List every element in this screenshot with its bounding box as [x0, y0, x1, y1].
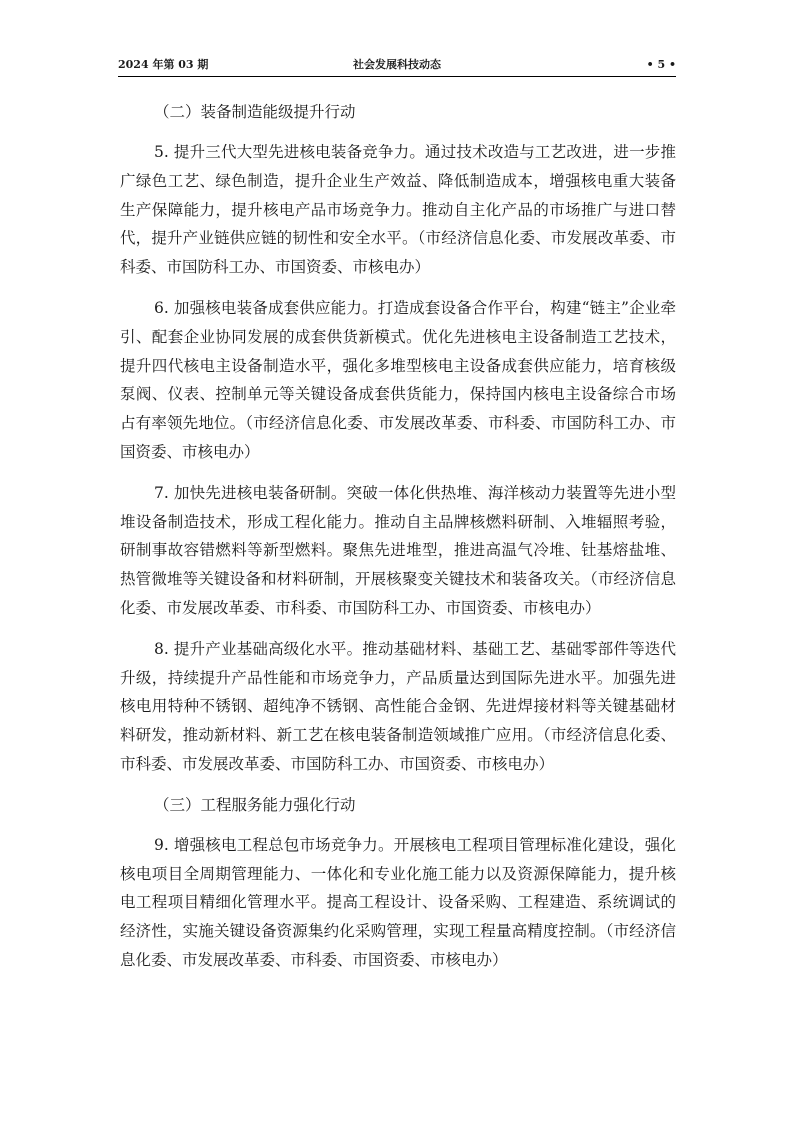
running-header [118, 56, 676, 74]
issue-label: 2024 年第 03 期 [118, 58, 209, 71]
body-content [120, 98, 676, 987]
page-number: • 5 • [646, 58, 676, 71]
section-heading: （三）工程服务能力强化行动 [154, 795, 356, 814]
paragraph-item-7: 7. 加快先进核电装备研制。突破一体化供热堆、海洋核动力装置等先进小型堆设备制造技术，形成工程化能力。推动自主品牌核燃料研制、入堆辐照考验，研制事故容错燃料等新型燃料。聚焦先进堆型，推进高温气冷堆、钍基熔盐堆、热管微堆等关键设备和材料研制，开展核聚变关键技术和装备攻关。（市经济信息化委、市发展改革委、市科委、市国防科工办、市国资委、市核电办） [120, 483, 676, 617]
paragraph-item-5: 5. 提升三代大型先进核电装备竞争力。通过技术改造与工艺改进，进一步推广绿色工艺、绿色制造，提升企业生产效益、降低制造成本，增强核电重大装备生产保障能力，提升核电产品市场竞争力。推动自主化产品的市场推广与进口替代，提升产业链供应链的韧性和安全水平。（市经济信息化委、市发展改革委、市科委、市国防科工办、市国资委、市核电办） [120, 143, 676, 277]
section-heading: （二）装备制造能级提升行动 [154, 103, 356, 121]
paragraph-item-9: 9. 增强核电工程总包市场竞争力。开展核电工程项目管理标准化建设，强化核电项目全周期管理能力、一体化和专业化施工能力以及资源保障能力，提升核电工程项目精细化管理水平。提高工程设计、设备采购、工程建造、系统调试的经济性，实施关键设备资源集约化采购管理，实现工程量高精度控制。（市经济信息化委、市发展改革委、市科委、市国资委、市核电办） [120, 835, 676, 969]
paragraph-item-6: 6. 加强核电装备成套供应能力。打造成套设备合作平台，构建“链主”企业牵引、配套企业协同发展的成套供货新模式。优化先进核电主设备制造工艺技术，提升四代核电主设备制造水平，强化多堆型核电主设备成套供应能力，培育核级泵阀、仪表、控制单元等关键设备成套供货能力，保持国内核电主设备综合市场占有率领先地位。（市经济信息化委、市发展改革委、市科委、市国防科工办、市国资委、市核电办） [120, 298, 676, 461]
header-divider [118, 76, 676, 77]
journal-title: 社会发展科技动态 [353, 58, 441, 71]
paragraph-item-8: 8. 提升产业基础高级化水平。推动基础材料、基础工艺、基础零部件等迭代升级，持续提升产品性能和市场竞争力，产品质量达到国际先进水平。加强先进核电用特种不锈钢、超纯净不锈钢、高性能合金钢、先进焊接材料等关键基础材料研发，推动新材料、新工艺在核电装备制造领域推广应用。（市经济信息化委、市科委、市发展改革委、市国防科工办、市国资委、市核电办） [120, 639, 676, 773]
